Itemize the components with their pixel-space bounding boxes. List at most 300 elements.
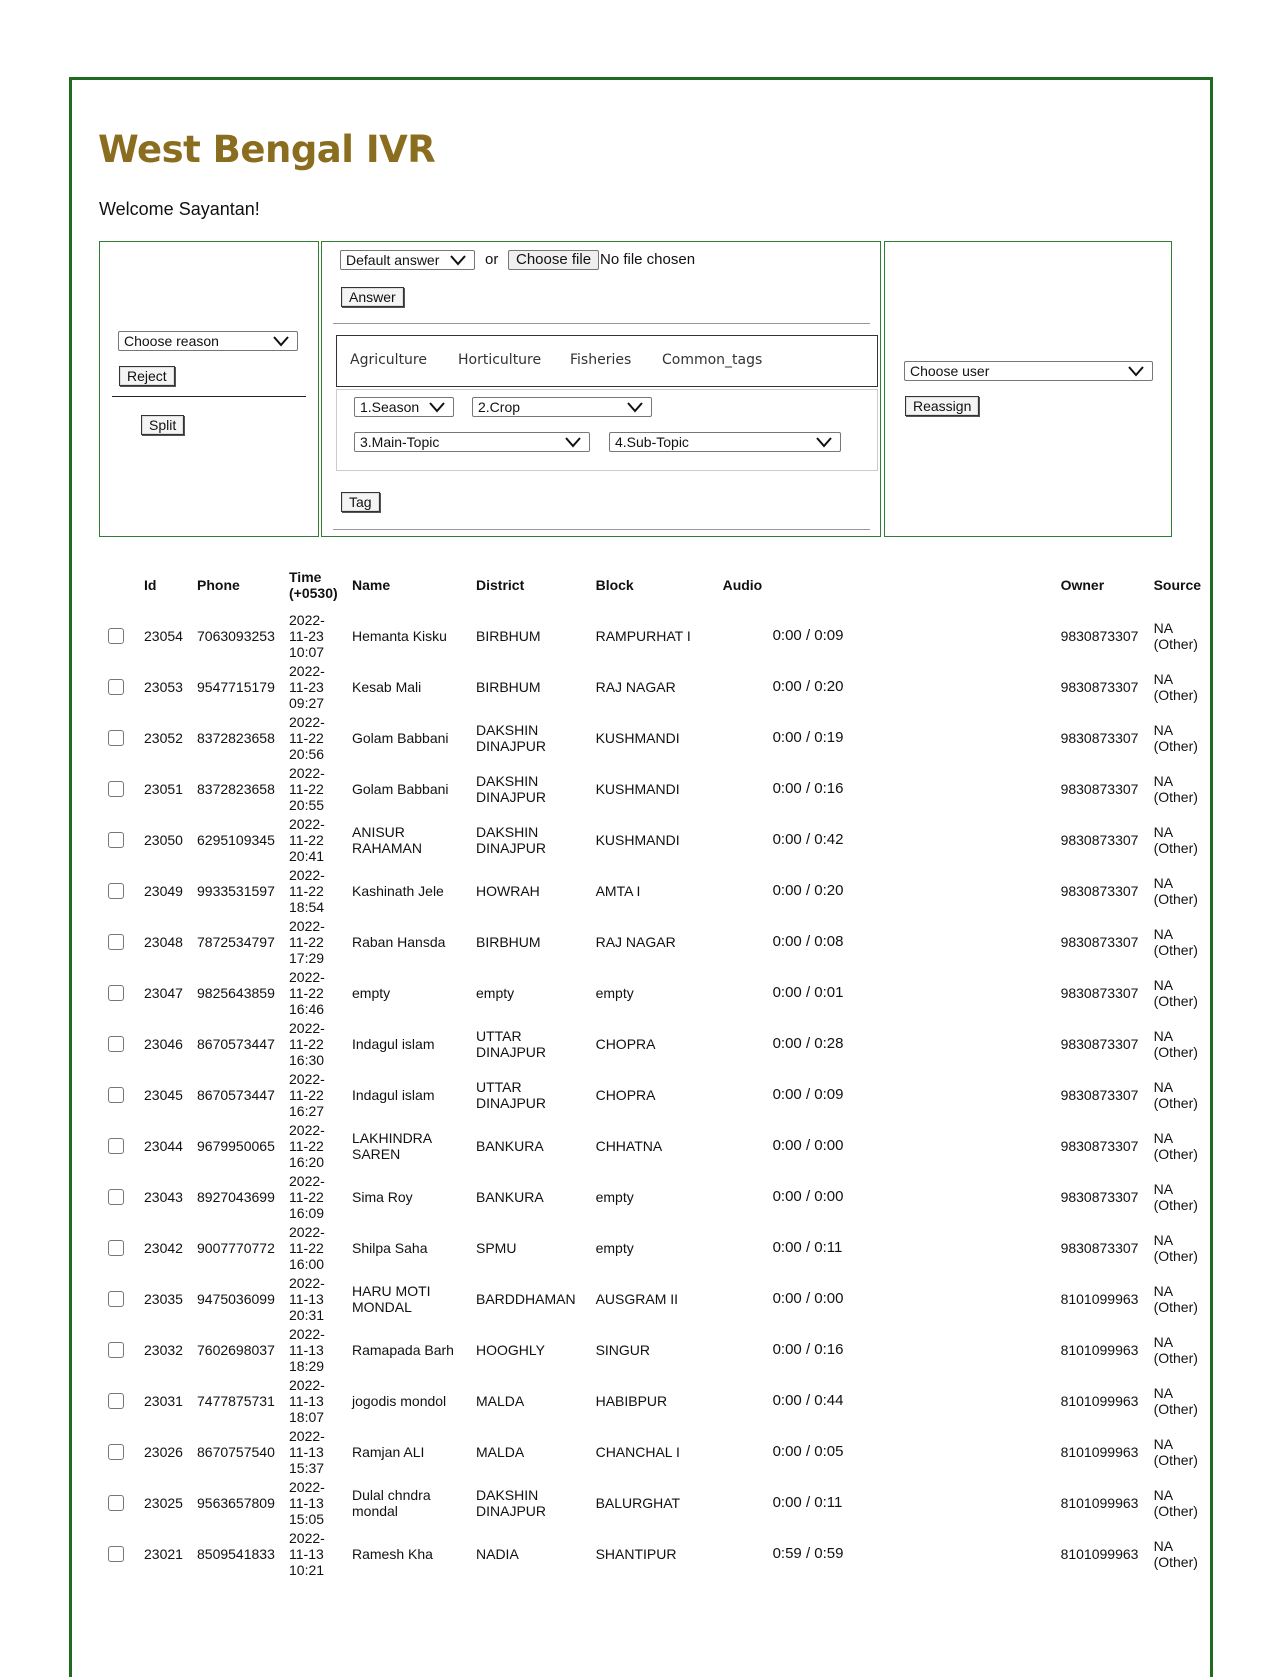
row-clock: 15:05 (289, 1510, 325, 1527)
row-name: Ramjan ALI (352, 1443, 425, 1460)
row-source: NA (Other) (1153, 1129, 1198, 1162)
row-date: 2022-11-23 (289, 662, 325, 695)
audio-time: 0:00 / 0:00 (772, 1137, 844, 1154)
row-block: RAJ NAGAR (595, 678, 676, 695)
row-name: Kesab Mali (352, 678, 422, 695)
row-date: 2022-11-13 (289, 1427, 325, 1460)
row-id: 23025 (144, 1494, 183, 1511)
row-checkbox[interactable] (108, 1138, 124, 1154)
row-checkbox[interactable] (108, 730, 124, 746)
row-block: SINGUR (595, 1341, 651, 1358)
season-select[interactable] (354, 397, 454, 417)
table-row (99, 1222, 1210, 1273)
row-checkbox-cell (99, 1069, 144, 1120)
row-id: 23021 (144, 1545, 183, 1562)
audio-time: 0:00 / 0:00 (772, 1290, 844, 1307)
row-audio-player[interactable] (723, 610, 1061, 661)
row-time (289, 1426, 352, 1477)
row-owner: 9830873307 (1060, 780, 1139, 797)
row-owner: 9830873307 (1060, 729, 1139, 746)
row-clock: 15:37 (289, 1459, 325, 1476)
row-audio-player[interactable] (723, 1375, 1061, 1426)
row-id: 23052 (144, 729, 183, 746)
row-checkbox[interactable] (108, 628, 124, 644)
audio-time: 0:00 / 0:19 (772, 729, 844, 746)
audio-time: 0:00 / 0:05 (772, 1443, 844, 1460)
audio-time: 0:00 / 0:42 (772, 831, 844, 848)
user-select-value: Choose user (910, 363, 990, 379)
row-time (289, 865, 352, 916)
audio-time: 0:00 / 0:44 (772, 1392, 844, 1409)
row-id: 23042 (144, 1239, 183, 1256)
row-date: 2022-11-13 (289, 1325, 325, 1358)
row-clock: 16:00 (289, 1255, 325, 1272)
row-date: 2022-11-22 (289, 917, 325, 950)
left-divider (112, 396, 306, 397)
row-date: 2022-11-13 (289, 1529, 325, 1562)
row-id: 23043 (144, 1188, 183, 1205)
row-block: CHOPRA (595, 1035, 656, 1052)
tab-common-tags[interactable]: Common_tags (662, 352, 763, 368)
district-column-header: District (476, 577, 525, 593)
row-name: Dulal chndra mondal (352, 1486, 431, 1519)
row-audio-player[interactable] (723, 1426, 1061, 1477)
chevron-down-icon (816, 436, 832, 448)
audio-time: 0:00 / 0:09 (772, 627, 844, 644)
row-time (289, 1324, 352, 1375)
row-time (289, 1528, 352, 1579)
row-source: NA (Other) (1153, 619, 1198, 652)
row-checkbox[interactable] (108, 1189, 124, 1205)
row-clock: 16:46 (289, 1000, 325, 1017)
row-checkbox[interactable] (108, 1342, 124, 1358)
sub-topic-select-value: 4.Sub-Topic (615, 434, 689, 450)
row-checkbox-cell (99, 1018, 144, 1069)
row-clock: 16:27 (289, 1102, 325, 1119)
table-row (99, 1069, 1210, 1120)
row-district: HOWRAH (476, 882, 540, 899)
row-district: NADIA (476, 1545, 519, 1562)
row-date: 2022-11-13 (289, 1376, 325, 1409)
row-id: 23045 (144, 1086, 183, 1103)
row-id: 23049 (144, 882, 183, 899)
row-checkbox-cell (99, 967, 144, 1018)
row-date: 2022-11-22 (289, 968, 325, 1001)
row-name: empty (352, 984, 391, 1001)
audio-time: 0:00 / 0:20 (772, 882, 844, 899)
row-clock: 16:30 (289, 1051, 325, 1068)
row-name: Golam Babbani (352, 729, 449, 746)
row-owner: 9830873307 (1060, 1035, 1139, 1052)
row-time (289, 1120, 352, 1171)
row-phone: 8670757540 (197, 1443, 275, 1460)
row-checkbox-cell (99, 1171, 144, 1222)
row-time (289, 916, 352, 967)
row-owner: 9830873307 (1060, 1137, 1139, 1154)
row-date: 2022-11-22 (289, 1070, 325, 1103)
table-row (99, 1171, 1210, 1222)
row-id: 23051 (144, 780, 183, 797)
table-row (99, 661, 1210, 712)
row-phone: 7602698037 (197, 1341, 275, 1358)
main-topic-select-value: 3.Main-Topic (360, 434, 440, 450)
row-clock: 16:09 (289, 1204, 325, 1221)
row-audio-player[interactable] (723, 1171, 1061, 1222)
row-source: NA (Other) (1153, 772, 1198, 805)
reason-select[interactable] (118, 331, 298, 351)
row-owner: 9830873307 (1060, 1239, 1139, 1256)
row-block: AMTA I (595, 882, 641, 899)
row-audio-player[interactable] (723, 1273, 1061, 1324)
row-phone: 9007770772 (197, 1239, 275, 1256)
row-checkbox[interactable] (108, 1444, 124, 1460)
row-date: 2022-11-13 (289, 1478, 325, 1511)
audio-time: 0:00 / 0:20 (772, 678, 844, 695)
reject-panel (99, 241, 319, 537)
reassign-button[interactable]: Reassign (905, 396, 979, 416)
table-row (99, 1477, 1210, 1528)
row-id: 23054 (144, 627, 183, 644)
row-owner: 9830873307 (1060, 882, 1139, 899)
row-phone: 9475036099 (197, 1290, 275, 1307)
row-checkbox[interactable] (108, 1546, 124, 1562)
row-checkbox[interactable] (108, 679, 124, 695)
row-district: BARDDHAMAN (476, 1290, 576, 1307)
tag-button[interactable]: Tag (341, 492, 380, 512)
row-block: empty (595, 1188, 634, 1205)
middle-divider-bottom (333, 529, 870, 530)
row-checkbox-cell (99, 661, 144, 712)
name-column-header: Name (352, 577, 391, 593)
row-time (289, 1375, 352, 1426)
row-id: 23050 (144, 831, 183, 848)
row-audio-player[interactable] (723, 916, 1061, 967)
row-audio-player[interactable] (723, 712, 1061, 763)
row-checkbox-cell (99, 1273, 144, 1324)
row-clock: 20:55 (289, 796, 325, 813)
crop-select[interactable] (472, 397, 652, 417)
row-district: UTTAR DINAJPUR (476, 1078, 547, 1111)
audio-time: 0:00 / 0:01 (772, 984, 844, 1001)
row-district: BIRBHUM (476, 627, 541, 644)
row-time (289, 610, 352, 661)
row-checkbox[interactable] (108, 1393, 124, 1409)
table-row (99, 916, 1210, 967)
row-block: CHHATNA (595, 1137, 663, 1154)
row-date: 2022-11-13 (289, 1274, 325, 1307)
row-time (289, 967, 352, 1018)
row-date: 2022-11-22 (289, 1223, 325, 1256)
row-audio-player[interactable] (723, 1018, 1061, 1069)
row-owner: 9830873307 (1060, 627, 1139, 644)
audio-time: 0:00 / 0:16 (772, 780, 844, 797)
row-checkbox-cell (99, 1375, 144, 1426)
row-district: SPMU (476, 1239, 517, 1256)
row-id: 23026 (144, 1443, 183, 1460)
row-source: NA (Other) (1153, 874, 1198, 907)
row-checkbox[interactable] (108, 1240, 124, 1256)
row-name: Golam Babbani (352, 780, 449, 797)
row-district: BIRBHUM (476, 678, 541, 695)
row-checkbox-cell (99, 916, 144, 967)
row-phone: 6295109345 (197, 831, 275, 848)
table-row (99, 712, 1210, 763)
row-id: 23031 (144, 1392, 183, 1409)
row-checkbox[interactable] (108, 832, 124, 848)
row-clock: 20:31 (289, 1306, 325, 1323)
row-clock: 10:21 (289, 1561, 325, 1578)
row-audio-player[interactable] (723, 1120, 1061, 1171)
row-checkbox[interactable] (108, 985, 124, 1001)
row-audio-player[interactable] (723, 865, 1061, 916)
audio-time: 0:59 / 0:59 (772, 1545, 844, 1562)
row-date: 2022-11-22 (289, 713, 325, 746)
row-time (289, 1222, 352, 1273)
row-audio-player[interactable] (723, 1528, 1061, 1579)
row-source: NA (Other) (1153, 1537, 1198, 1570)
row-audio-player[interactable] (723, 661, 1061, 712)
audio-time: 0:00 / 0:16 (772, 1341, 844, 1358)
choose-file-button[interactable]: Choose file (508, 250, 599, 270)
row-clock: 09:27 (289, 694, 325, 711)
reassign-panel (884, 241, 1172, 537)
row-block: SHANTIPUR (595, 1545, 677, 1562)
row-time (289, 1477, 352, 1528)
row-id: 23053 (144, 678, 183, 695)
row-phone: 9933531597 (197, 882, 275, 899)
row-source: NA (Other) (1153, 721, 1198, 754)
row-phone: 8372823658 (197, 729, 275, 746)
season-select-value: 1.Season (360, 399, 420, 415)
row-block: KUSHMANDI (595, 729, 680, 746)
row-block: empty (595, 984, 634, 1001)
row-checkbox[interactable] (108, 781, 124, 797)
row-phone: 9679950065 (197, 1137, 275, 1154)
row-checkbox-cell (99, 814, 144, 865)
row-district: MALDA (476, 1392, 525, 1409)
source-column-header: Source (1153, 577, 1202, 593)
main-topic-select[interactable] (354, 432, 590, 452)
row-clock: 18:07 (289, 1408, 325, 1425)
row-owner: 8101099963 (1060, 1545, 1139, 1562)
row-name: Hemanta Kisku (352, 627, 447, 644)
row-district: BIRBHUM (476, 933, 541, 950)
row-block: RAMPURHAT I (595, 627, 691, 644)
row-phone: 8509541833 (197, 1545, 275, 1562)
row-district: MALDA (476, 1443, 525, 1460)
row-block: HABIBPUR (595, 1392, 668, 1409)
row-source: NA (Other) (1153, 1027, 1198, 1060)
row-audio-player[interactable] (723, 1324, 1061, 1375)
row-block: CHANCHAL I (595, 1443, 680, 1460)
row-name: ANISUR RAHAMAN (352, 823, 423, 856)
row-phone: 8372823658 (197, 780, 275, 797)
id-column-header: Id (144, 577, 157, 593)
row-source: NA (Other) (1153, 670, 1198, 703)
row-checkbox[interactable] (108, 1036, 124, 1052)
row-time (289, 1069, 352, 1120)
row-time (289, 1171, 352, 1222)
audio-time: 0:00 / 0:11 (772, 1494, 843, 1511)
row-name: Shilpa Saha (352, 1239, 428, 1256)
row-id: 23032 (144, 1341, 183, 1358)
row-time (289, 1018, 352, 1069)
row-owner: 9830873307 (1060, 933, 1139, 950)
row-district: BANKURA (476, 1188, 544, 1205)
row-source: NA (Other) (1153, 1435, 1198, 1468)
row-time (289, 661, 352, 712)
row-block: KUSHMANDI (595, 831, 680, 848)
row-owner: 9830873307 (1060, 1188, 1139, 1205)
table-row (99, 1528, 1210, 1579)
row-owner: 8101099963 (1060, 1494, 1139, 1511)
table-row (99, 1018, 1210, 1069)
audio-column-header: Audio (722, 577, 763, 593)
row-date: 2022-11-23 (289, 611, 325, 644)
row-checkbox-cell (99, 1120, 144, 1171)
sub-topic-select[interactable] (609, 432, 841, 452)
row-owner: 9830873307 (1060, 831, 1139, 848)
row-checkbox[interactable] (108, 1087, 124, 1103)
row-id: 23046 (144, 1035, 183, 1052)
row-audio-player[interactable] (723, 1069, 1061, 1120)
row-clock: 17:29 (289, 949, 325, 966)
row-clock: 18:29 (289, 1357, 325, 1374)
reason-select-value: Choose reason (124, 333, 219, 349)
row-phone: 8670573447 (197, 1086, 275, 1103)
row-source: NA (Other) (1153, 1333, 1198, 1366)
row-id: 23048 (144, 933, 183, 950)
table-row (99, 967, 1210, 1018)
row-audio-player[interactable] (723, 763, 1061, 814)
row-id: 23047 (144, 984, 183, 1001)
row-checkbox-cell (99, 1477, 144, 1528)
row-block: CHOPRA (595, 1086, 656, 1103)
row-owner: 9830873307 (1060, 984, 1139, 1001)
answer-button[interactable]: Answer (341, 287, 404, 307)
row-clock: 16:20 (289, 1153, 325, 1170)
row-clock: 20:56 (289, 745, 325, 762)
chevron-down-icon (1128, 365, 1144, 377)
file-status-text: No file chosen (600, 251, 696, 268)
row-owner: 8101099963 (1060, 1290, 1139, 1307)
reject-button[interactable]: Reject (119, 366, 175, 386)
owner-column-header: Owner (1060, 577, 1105, 593)
chevron-down-icon (565, 436, 581, 448)
row-phone: 7477875731 (197, 1392, 275, 1409)
row-date: 2022-11-22 (289, 815, 325, 848)
row-name: HARU MOTI MONDAL (352, 1282, 431, 1315)
row-phone: 7063093253 (197, 627, 275, 644)
audio-time: 0:00 / 0:11 (772, 1239, 843, 1256)
row-date: 2022-11-22 (289, 1019, 325, 1052)
row-district: BANKURA (476, 1137, 544, 1154)
row-checkbox[interactable] (108, 883, 124, 899)
row-time (289, 1273, 352, 1324)
table-row (99, 610, 1210, 661)
row-name: Kashinath Jele (352, 882, 444, 899)
row-district: DAKSHIN DINAJPUR (476, 823, 547, 856)
row-name: jogodis mondol (352, 1392, 447, 1409)
row-phone: 7872534797 (197, 933, 275, 950)
row-clock: 20:41 (289, 847, 325, 864)
chevron-down-icon (627, 401, 643, 413)
row-district: UTTAR DINAJPUR (476, 1027, 547, 1060)
audio-time: 0:00 / 0:09 (772, 1086, 844, 1103)
row-owner: 8101099963 (1060, 1443, 1139, 1460)
row-audio-player[interactable] (723, 1477, 1061, 1528)
row-checkbox[interactable] (108, 1495, 124, 1511)
chevron-down-icon (450, 254, 466, 266)
row-district: DAKSHIN DINAJPUR (476, 1486, 547, 1519)
chevron-down-icon (273, 335, 289, 347)
audio-time: 0:00 / 0:28 (772, 1035, 844, 1052)
row-name: Ramapada Barh (352, 1341, 454, 1358)
row-name: LAKHINDRA SAREN (352, 1129, 432, 1162)
audio-time: 0:00 / 0:00 (772, 1188, 844, 1205)
block-column-header: Block (595, 577, 634, 593)
split-button[interactable]: Split (141, 415, 184, 435)
calls-table (99, 560, 1210, 1579)
row-source: NA (Other) (1153, 925, 1198, 958)
table-row (99, 865, 1210, 916)
row-audio-player[interactable] (723, 967, 1061, 1018)
table-row (99, 814, 1210, 865)
row-date: 2022-11-22 (289, 1172, 325, 1205)
row-source: NA (Other) (1153, 1180, 1198, 1213)
row-name: Indagul islam (352, 1035, 435, 1052)
row-checkbox-cell (99, 712, 144, 763)
row-checkbox[interactable] (108, 1291, 124, 1307)
row-date: 2022-11-22 (289, 1121, 325, 1154)
tab-horticulture[interactable]: Horticulture (458, 352, 542, 368)
row-checkbox-cell (99, 1528, 144, 1579)
user-select[interactable] (904, 361, 1153, 381)
chevron-down-icon (429, 401, 445, 413)
row-audio-player[interactable] (723, 1222, 1061, 1273)
row-owner: 8101099963 (1060, 1392, 1139, 1409)
row-phone: 8927043699 (197, 1188, 275, 1205)
row-source: NA (Other) (1153, 1486, 1198, 1519)
row-date: 2022-11-22 (289, 764, 325, 797)
table-header-row (99, 560, 1210, 610)
row-checkbox[interactable] (108, 934, 124, 950)
row-source: NA (Other) (1153, 823, 1198, 856)
middle-divider-top (333, 323, 870, 324)
row-block: KUSHMANDI (595, 780, 680, 797)
row-checkbox-cell (99, 865, 144, 916)
row-audio-player[interactable] (723, 814, 1061, 865)
row-phone: 8670573447 (197, 1035, 275, 1052)
row-district: DAKSHIN DINAJPUR (476, 772, 547, 805)
tab-agriculture[interactable]: Agriculture (350, 352, 427, 368)
welcome-message: Welcome Sayantan! (99, 199, 260, 219)
phone-column-header: Phone (197, 577, 240, 593)
row-date: 2022-11-22 (289, 866, 325, 899)
row-phone: 9547715179 (197, 678, 275, 695)
table-row (99, 1426, 1210, 1477)
row-source: NA (Other) (1153, 1231, 1198, 1264)
row-source: NA (Other) (1153, 976, 1198, 1009)
default-answer-select[interactable] (340, 250, 475, 270)
row-checkbox-cell (99, 1222, 144, 1273)
row-source: NA (Other) (1153, 1078, 1198, 1111)
row-owner: 8101099963 (1060, 1341, 1139, 1358)
page-title: West Bengal IVR (98, 128, 436, 171)
row-checkbox-cell (99, 1426, 144, 1477)
tab-fisheries[interactable]: Fisheries (570, 352, 632, 368)
row-phone: 9825643859 (197, 984, 275, 1001)
